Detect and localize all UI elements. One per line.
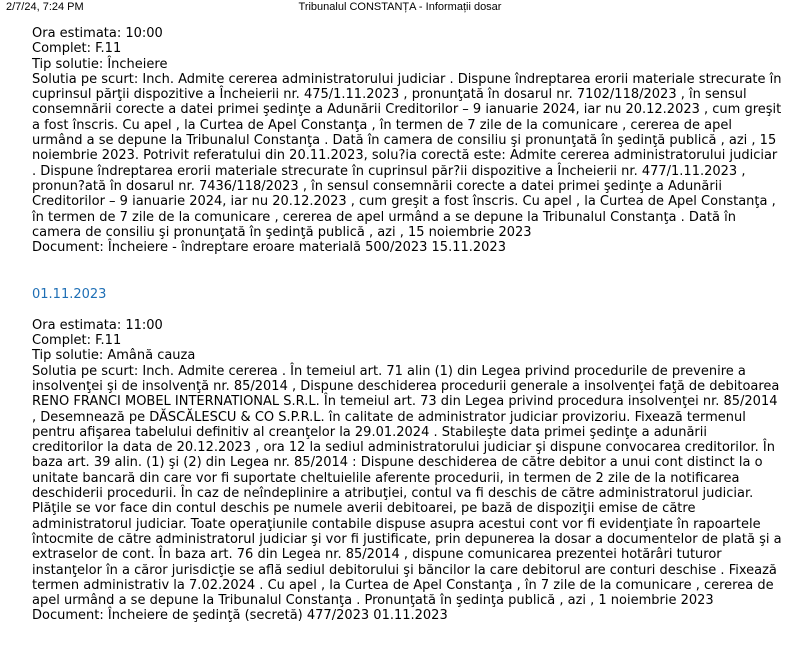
print-title: Tribunalul CONSTANȚA - Informații dosar	[298, 1, 502, 13]
estimated-time: Ora estimata: 10:00	[32, 26, 163, 41]
hearing-entry	[32, 318, 782, 624]
document-info: Document: Încheiere - îndreptare eroare materială 500/2023 15.11.2023	[32, 240, 506, 256]
print-header	[0, 0, 800, 14]
solution-type: Tip solutie: Amână cauza	[32, 348, 196, 364]
panel: Complet: F.11	[32, 41, 122, 57]
estimated-time: Ora estimata: 11:00	[32, 317, 163, 333]
print-date: 2/7/24, 7:24 PM	[6, 1, 84, 13]
hearing-date: 01.11.2023	[32, 287, 107, 303]
solution-type: Tip solutie: Încheiere	[32, 56, 168, 72]
case-content	[32, 26, 782, 624]
hearing-entry	[32, 26, 782, 255]
solution-summary: Solutia pe scurt: Inch. Admite cererea . În temeiul art. 71 alin (1) din Legea privind procedurile de prevenire a insolvenţei şi de insolvenţă nr. 85/2014 , Dispune deschiderea procedurii generale a insolvenţei faţă de debitoarea RENO FRANCI MOBEL INTERNATIONAL S.R.L. În temeiul art. 73 din Legea privind procedura insolvenţei nr. 85/2014 , Desemnează pe DĂSCĂLESCU & CO S.P.R.L. în calitate de administrator judiciar provizoriu. Fixează termenul pentru afişarea tabelului definitiv al creanţelor la 29.01.2024 . Stabileşte data primei şedinţe a adunării creditorilor la data de 20.12.2023 , ora 12 la sediul administratorului judiciar şi dispune convocarea creditorilor. În baza art. 39 alin. (1) şi (2) din Legea nr. 85/2014 : Dispune deschiderea de către debitor a unui cont distinct la o unitate bancară din care vor fi suportate cheltuielile aferente procedurii, in termen de 2 zile de la notificarea deschiderii procedurii. În caz de neîndeplinire a atribuţiei, contul va fi deschis de către administratorul judiciar. Plăţile se vor face din contul deschis pe numele averii debitoarei, pe bază de dispoziţii emise de către administratorul judiciar. Toate operaţiunile contabile dispuse asupra acestui cont vor fi evidenţiate în rapoartele întocmite de către administratorul judiciar şi vor fi justificate, prin depunerea la dosar a documentelor de plată şi a extraselor de cont. În baza art. 76 din Legea nr. 85/2014 , dispune comunicarea prezentei hotărâri tuturor instanţelor în a căror jurisdicţie se află sediul debitorului şi băncilor la care debitorul are conturi deschise . Fixează termen administrativ la 7.02.2024 . Cu apel , la Curtea de Apel Constanţa , în 7 zile de la comunicare , cererea de apel urmând a se depune la Tribunalul Constanţa . Pronunţată în şedinţa publică , azi , 1 noiembrie 2023	[32, 363, 782, 609]
document-info: Document: Încheiere de şedinţă (secretă) 477/2023 01.11.2023	[32, 608, 448, 624]
panel: Complet: F.11	[32, 333, 122, 349]
solution-summary: Solutia pe scurt: Inch. Admite cererea administratorului judiciar . Dispune îndreptarea erorii materiale strecurate în cuprinsul părţii dispozitive a Încheierii nr. 475/1.11.2023 , pronunţată în dosarul nr. 7102/118/2023 , în sensul consemnării corecte a datei primei şedinţe a Adunării Creditorilor – 9 ianuarie 2024, iar nu 20.12.2023 , cum greşit a fost înscris. Cu apel , la Curtea de Apel Constanţa , în termen de 7 zile de la comunicare , cererea de apel urmând a se depune la Tribunalul Constanţa . Dată în camera de consiliu şi pronunţată în şedinţă publică , azi , 15 noiembrie 2023. Potrivit referatului din 20.11.2023, solu?ia corectă este: Admite cererea administratorului judiciar . Dispune îndreptarea erorii materiale strecurate în cuprinsul păr?ii dispozitive a Încheierii nr. 477/1.11.2023 , pronun?ată în dosarul nr. 7436/118/2023 , în sensul consemnării corecte a datei primei şedinţe a Adunării Creditorilor – 9 ianuarie 2024, iar nu 20.12.2023 , cum greşit a fost înscris. Cu apel , la Curtea de Apel Constanţa , în termen de 7 zile de la comunicare , cererea de apel urmând a se depune la Tribunalul Constanţa . Dată în camera de consiliu şi pronunţată în şedinţă publică , azi , 15 noiembrie 2023	[32, 71, 782, 240]
